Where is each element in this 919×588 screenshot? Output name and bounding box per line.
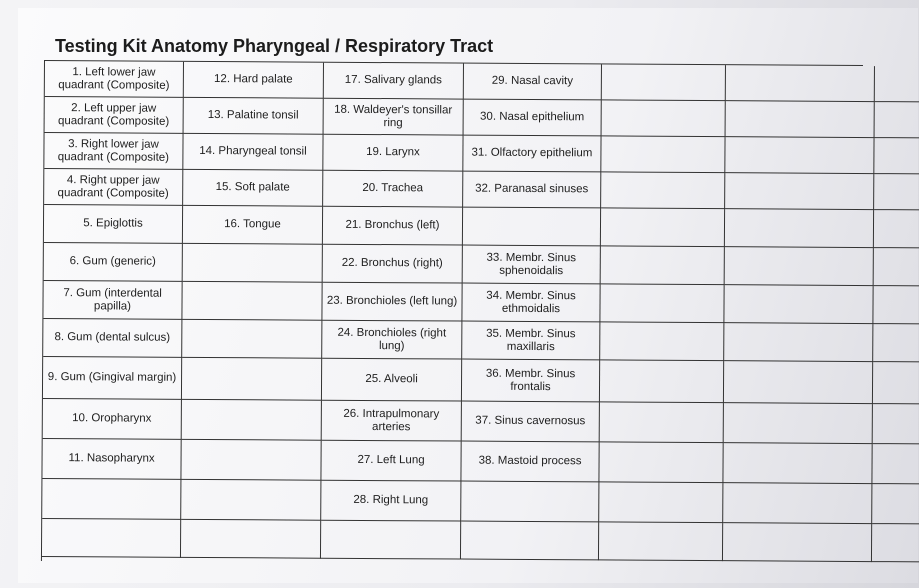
table-cell: 28. Right Lung	[321, 481, 461, 522]
table-cell: 20. Trachea	[323, 171, 463, 208]
table-cell	[872, 444, 919, 485]
table-cell	[461, 482, 599, 523]
table-cell	[872, 484, 919, 525]
table-cell: 31. Olfactory epithelium	[463, 136, 601, 173]
table-cell	[874, 174, 919, 211]
table-cell: 21. Bronchus (left)	[323, 207, 463, 246]
table-cell	[873, 324, 919, 363]
table-cell: 38. Mastoid process	[461, 442, 599, 483]
table-cell	[601, 208, 725, 247]
table-cell	[181, 480, 321, 521]
table-cell: 15. Soft palate	[183, 170, 323, 207]
table-cell: 6. Gum (generic)	[44, 243, 183, 282]
table-cell: 11. Nasopharynx	[42, 439, 181, 480]
table-cell: 30. Nasal epithelium	[464, 100, 602, 137]
page-title: Testing Kit Anatomy Pharyngeal / Respiratory Tract	[55, 36, 494, 56]
table-cell	[182, 320, 322, 359]
table-cell	[724, 323, 873, 362]
table-cell	[725, 209, 874, 248]
table-cell	[600, 402, 724, 443]
table-cell	[872, 524, 919, 563]
table-cell	[875, 102, 919, 139]
table-cell	[600, 360, 724, 403]
table-cell	[874, 210, 919, 249]
table-cell: 2. Left upper jaw quadrant (Composite)	[45, 97, 184, 134]
table-cell: 29. Nasal cavity	[464, 64, 602, 101]
table-cell: 18. Waldeyer's tonsillar ring	[324, 99, 464, 136]
table-cell	[873, 404, 919, 445]
table-cell	[724, 361, 873, 404]
table-cell	[726, 101, 875, 138]
table-cell	[601, 172, 725, 209]
table-cell: 24. Bronchioles (right lung)	[322, 321, 462, 360]
table-cell: 25. Alveoli	[322, 359, 462, 402]
table-cell	[875, 66, 919, 103]
table-cell: 14. Pharyngeal tonsil	[183, 134, 323, 171]
table-cell: 23. Bronchioles (left lung)	[322, 283, 462, 322]
table-cell	[182, 400, 322, 441]
table-cell: 37. Sinus cavernosus	[462, 402, 600, 443]
table-cell: 27. Left Lung	[321, 441, 461, 482]
table-cell	[183, 244, 323, 283]
table-cell: 9. Gum (Gingival margin)	[43, 357, 182, 400]
table-cell: 33. Membr. Sinus sphenoidalis	[463, 246, 601, 285]
table-cell	[600, 284, 724, 323]
table-cell: 19. Larynx	[323, 135, 463, 172]
table-cell	[600, 322, 724, 361]
table-cell	[181, 440, 321, 481]
table-cell	[599, 482, 723, 523]
table-cell	[461, 522, 599, 561]
table-cell: 8. Gum (dental sulcus)	[43, 319, 182, 358]
table-cell	[182, 358, 322, 401]
table-cell	[724, 403, 873, 444]
anatomy-table	[41, 60, 863, 566]
table-cell: 22. Bronchus (right)	[323, 245, 463, 284]
table-cell: 34. Membr. Sinus ethmoidalis	[462, 284, 600, 323]
table-cell	[181, 520, 321, 559]
table-cell: 17. Salivary glands	[324, 63, 464, 100]
table-cell: 16. Tongue	[183, 206, 323, 245]
table-cell	[873, 362, 919, 405]
table-cell	[873, 286, 919, 325]
table-cell	[602, 64, 726, 101]
table-cell	[463, 208, 601, 247]
table-cell	[42, 519, 181, 558]
table-cell	[182, 282, 322, 321]
table-cell	[601, 136, 725, 173]
table-cell: 35. Membr. Sinus maxillaris	[462, 322, 600, 361]
table-cell: 5. Epiglottis	[44, 205, 183, 244]
table-cell: 26. Intrapulmonary arteries	[322, 401, 462, 442]
table-cell: 12. Hard palate	[184, 62, 324, 99]
table-cell: 3. Right lower jaw quadrant (Composite)	[44, 133, 183, 170]
table-cell: 10. Oropharynx	[43, 399, 182, 440]
table-cell	[874, 138, 919, 175]
table-cell	[599, 442, 723, 483]
table-cell: 36. Membr. Sinus frontalis	[462, 360, 600, 403]
table-cell	[874, 248, 919, 287]
table-cell	[723, 443, 872, 484]
table-cell	[725, 173, 874, 210]
table-cell	[723, 523, 872, 562]
table-cell	[723, 483, 872, 524]
table-cell: 4. Right upper jaw quadrant (Composite)	[44, 169, 183, 206]
table-cell	[724, 285, 873, 324]
table-cell	[725, 247, 874, 286]
table-cell	[602, 100, 726, 137]
table-cell: 32. Paranasal sinuses	[463, 172, 601, 209]
table-cell: 1. Left lower jaw quadrant (Composite)	[45, 61, 184, 98]
table-cell	[599, 522, 723, 561]
table-cell	[725, 137, 874, 174]
table-cell	[601, 246, 725, 285]
table-cell: 13. Palatine tonsil	[184, 98, 324, 135]
table-cell	[321, 521, 461, 560]
table-cell	[726, 65, 875, 102]
table-cell: 7. Gum (interdental papilla)	[43, 281, 182, 320]
table-cell	[42, 479, 181, 520]
